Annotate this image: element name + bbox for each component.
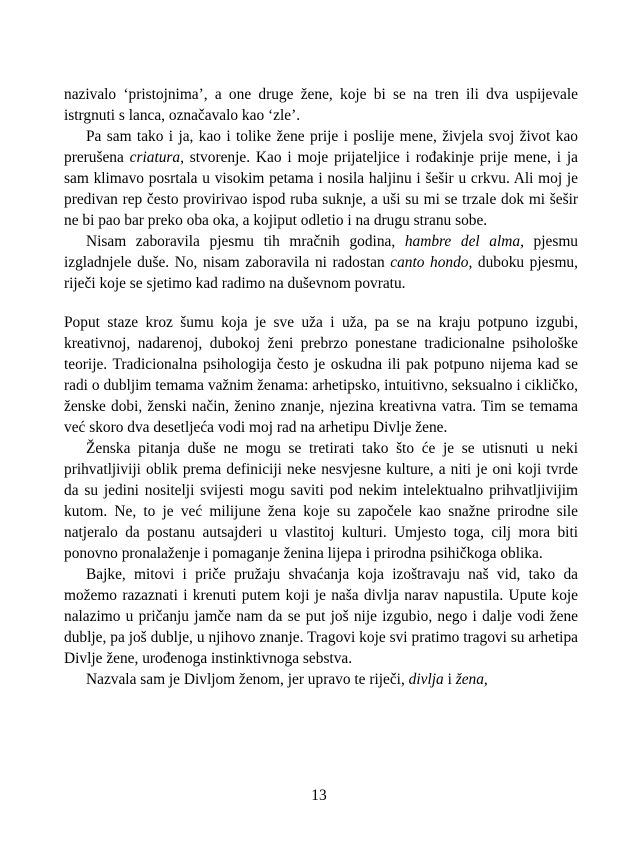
book-page-body (64, 84, 578, 690)
paragraph-wild-woman-naming: Nazvala sam je Divljom ženom, jer upravo te riječi, divlja i žena, (86, 671, 488, 688)
paragraph-song-of-dark-years: Nisam zaboravila pjesmu tih mračnih godina, hambre del alma, pjesmu izgladnjele duše. No, nisam zaboravila ni radostan canto hondo, duboku pjesmu, riječi koje se sjetimo kad radimo na duševnom povratu. (64, 233, 578, 292)
section-break (64, 294, 578, 312)
paragraph-continuation: nazivalo ‘pristojnima’, a one druge žene, koje bi se na tren ili dva uspijevale istrgnuti s lanca, označavalo kao ‘zle’. (64, 86, 578, 124)
paragraph-psychological-theory: Poput staze kroz šumu koja je sve uža i uža, pa se na kraju potpuno izgubi, kreativnoj, nadarenoj, dubokoj ženi prebrzo ponestane tradicionalne psihološke teorije. Tradicionalna psihologija često je oskudna ili pak potpuno nijema kad se radi o dubljim temama važnim ženama: arhetipsko, intuitivno, seksualno i cikličko, ženske dobi, ženski način, ženino znanje, njezina kreativna vatra. Tim se temama već skoro dva desetljeća vodi moj rad na arhetipu Divlje žene. (64, 314, 578, 436)
italic-term-zena: žena, (455, 671, 488, 688)
italic-term-canto-hondo: canto hondo, (390, 254, 473, 271)
paragraph-fairy-tales: Bajke, mitovi i priče pružaju shvaćanja koja izoštravaju naš vid, tako da možemo razaznati i krenuti putem koji je naša divlja narav napustila. Upute koje nalazimo u pričanju jamče nam da se put još nije izgubio, nego i dalje vodi žene dublje, pa još dublje, u njihovo znanje. Tragovi koje svi pratimo tragovi su arhetipa Divlje žene, urođenoga instinktivnoga sebstva. (64, 566, 578, 667)
italic-term-hambre-del-alma: hambre del alma, (404, 233, 524, 250)
italic-term-divlja: divlja (408, 671, 444, 688)
paragraph-disguised-creature: Pa sam tako i ja, kao i tolike žene prije i poslije mene, živjela svoj život kao prerušena criatura, stvorenje. Kao i moje prijateljice i rođakinje prije mene, i ja sam klimavo posrtala u visokim petama i nosila haljinu i šešir u crkvu. Ali moj je predivan rep često provirivao ispod ruba suknje, a uši su mi se trzale dok mi šešir ne bi pao bar preko oba oka, a kojiput odletio i na drugu stranu sobe. (64, 128, 578, 229)
italic-term-criatura: criatura, (129, 149, 184, 166)
paragraph-soul-questions: Ženska pitanja duše ne mogu se tretirati tako što će je se utisnuti u neki prihvatljiviji oblik prema definiciji neke nesvjesne kulture, a niti je oni koji tvrde da su jedini nositelji svijesti mogu saviti pod nekim intelektualno prihvatljivijim kutom. Ne, to je već milijune žena koje su započele kao snažne prirodne sile natjeralo da postanu autsajderi u vlastitoj kulturi. Umjesto toga, cilj mora biti ponovno pronalaženje i pomaganje ženina lijepa i prirodna psihičkoga oblika. (64, 440, 578, 562)
page-number: 13 (311, 787, 327, 804)
